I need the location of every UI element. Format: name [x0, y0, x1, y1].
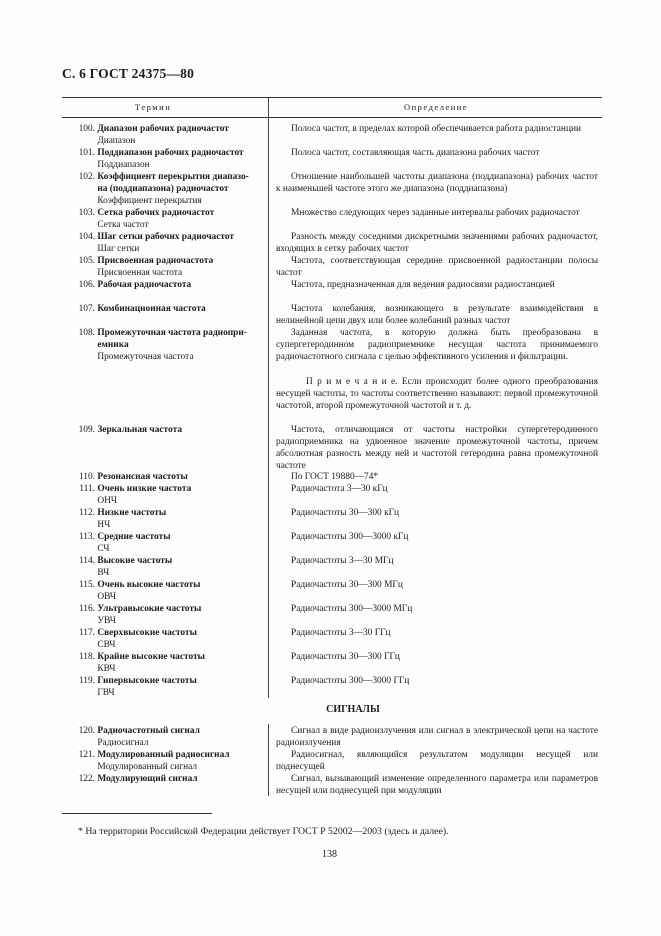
definition-body: Полоса частот, в пределах которой обеспечивается работа радиостанции: [291, 124, 581, 134]
term-abbreviation: ВЧ: [97, 567, 110, 578]
term-number: 120.: [78, 726, 95, 736]
term-line: [64, 184, 229, 196]
definition-body: Частота, соответствующая середине присвоенной радиостанции полосы частот: [276, 256, 598, 278]
term-number: 122.: [78, 774, 95, 784]
term-line: [64, 676, 197, 688]
definition-text: [276, 256, 598, 280]
term-abbreviation: Шаг сетки: [97, 243, 140, 254]
term-name: емника: [97, 339, 129, 350]
definition-body: Множество следующих через заданные интервалы рабочих радиочастот: [291, 208, 580, 218]
term-number: 100.: [78, 124, 95, 134]
term-abbreviation: КВЧ: [97, 663, 116, 674]
term-line: [64, 280, 191, 292]
term-name: Радиочастотный сигнал: [97, 726, 200, 736]
term-line: [64, 762, 197, 774]
term-line: [64, 568, 109, 580]
term-line: [64, 268, 182, 280]
term-line: [64, 148, 244, 160]
definition-text: [276, 750, 598, 774]
note-lead: П р и м е ч а н и е.: [306, 377, 398, 387]
definition-text: [276, 484, 598, 496]
term-abbreviation: ГВЧ: [97, 687, 115, 698]
definition-body: Радиочастоты 300—3000 ГГц: [291, 676, 410, 686]
term-line: [64, 496, 117, 508]
term-name: Модулированный радиосигнал: [97, 750, 230, 760]
definition-text: [276, 208, 598, 220]
definition-body: Отношение наибольшей частоты диапазона (поддиапазона) рабочих частот к наименьшей частоте этого же диапазона (поддиапазона): [276, 172, 598, 194]
definition-body: Полоса частот, составляющая часть диапазона рабочих частот: [291, 148, 540, 158]
term-name: Резонансная частоты: [97, 472, 188, 482]
term-number: 104.: [78, 232, 95, 242]
term-name: Высокие частоты: [97, 556, 173, 566]
term-line: [64, 580, 200, 592]
term-name: Очень низкие частота: [97, 484, 192, 494]
definition-body: Частота, предназначенная для ведения радиосвязи радиостанцией: [291, 280, 555, 290]
term-line: [64, 604, 201, 616]
term-line: [64, 220, 149, 232]
definition-body: Радиочастоты 300—3000 МГц: [291, 604, 413, 614]
term-line: [64, 472, 188, 484]
definition-body: Разность между соседними дискретными значениями рабочих радиочастот, входящих в сетку рабочих частот: [276, 232, 598, 254]
term-name: Коэффициент перекрытия диапазо-: [97, 172, 249, 182]
term-line: [64, 628, 197, 640]
term-abbreviation: СВЧ: [97, 639, 116, 650]
term-line: [64, 532, 171, 544]
table-top-rule: [62, 97, 602, 98]
term-line: [64, 688, 115, 700]
term-line: [64, 738, 148, 750]
term-line: [64, 774, 198, 786]
term-number: 107.: [78, 304, 95, 314]
term-line: [64, 484, 191, 496]
term-name: Диапазон рабочих радиочастот: [97, 124, 229, 134]
term-line: [64, 208, 214, 220]
term-abbreviation: Коэффициент перекрытия: [97, 195, 202, 206]
term-name: Низкие частоты: [97, 508, 167, 518]
term-number: 114.: [78, 556, 95, 566]
term-abbreviation: Присвоенная частота: [97, 267, 183, 278]
term-name: Промежуточная частота радиопри-: [97, 328, 247, 338]
term-name: Ультравысокие частоты: [97, 604, 202, 614]
term-number: 111.: [79, 484, 95, 494]
term-line: [64, 556, 172, 568]
term-line: [64, 652, 205, 664]
definition-text: [276, 304, 598, 328]
term-number: 116.: [78, 604, 95, 614]
column-divider: [268, 98, 269, 698]
term-line: [64, 244, 139, 256]
term-line: [64, 304, 206, 316]
term-line: [64, 352, 193, 364]
definition-text: [276, 556, 598, 568]
column-header-term: Термин: [135, 102, 172, 112]
term-line: [64, 544, 109, 556]
definition-body: Радиочастоты 3—30 МГц: [291, 556, 394, 566]
term-line: [64, 136, 135, 148]
definition-body: Радиочастоты 3—30 ГГц: [291, 628, 391, 638]
term-line: [64, 726, 200, 738]
page-header: С. 6 ГОСТ 24375—80: [62, 66, 195, 81]
definition-text: [276, 472, 598, 484]
term-line: [64, 328, 247, 340]
definition-text: [276, 148, 598, 160]
term-abbreviation: НЧ: [97, 519, 111, 530]
term-abbreviation: ОВЧ: [97, 591, 116, 602]
term-abbreviation: УВЧ: [97, 615, 116, 626]
term-name: Сверхвысокие частоты: [97, 628, 197, 638]
definition-text: [276, 280, 598, 292]
term-abbreviation: Диапазон: [97, 135, 136, 146]
page-number: 138: [322, 849, 337, 860]
term-number: 106.: [78, 280, 95, 290]
term-number: 101.: [78, 148, 95, 158]
term-line: [64, 750, 230, 762]
term-abbreviation: Радиосигнал: [97, 737, 149, 748]
definition-text: [276, 628, 598, 640]
term-number: 110.: [78, 472, 95, 482]
definition-body: Радиочастота 3—30 кГц: [291, 484, 388, 494]
definition-body: Частота колебания, возникающего в результате взаимодействия в нелинейной цепи двух или более колебаний разных частот: [276, 304, 598, 326]
term-number: 115.: [78, 580, 95, 590]
definition-text: [276, 508, 598, 520]
term-name: Комбинационная частота: [97, 304, 206, 314]
term-line: [64, 340, 129, 352]
definition-text: [276, 652, 598, 664]
term-name: Средние частоты: [97, 532, 171, 542]
footnote-rule: [62, 813, 212, 814]
term-line: [64, 232, 234, 244]
term-name: Поддиапазон рабочих радиочастот: [97, 148, 244, 158]
term-number: 118.: [78, 652, 95, 662]
term-name: Рабочая радиочастота: [97, 280, 192, 290]
definition-body: Заданная частота, в которую должна быть преобразована в супергетеродинном радиоприемнике несущая частота принимаемого радиочастотного сигнала с целью эффективного усиления и фильтрации.: [276, 328, 598, 362]
term-line: [64, 196, 202, 208]
definition-text: [276, 604, 598, 616]
term-name: Шаг сетки рабочих радиочастот: [97, 232, 235, 242]
term-abbreviation: ОНЧ: [97, 495, 117, 506]
definition-body: Радиочастоты 30—300 ГГц: [291, 652, 400, 662]
definition-body: Сигнал, вызывающий изменение определенного параметра или параметров несущей или поднесущей при модуляции: [276, 774, 598, 796]
term-name: Модулирующий сигнал: [97, 774, 198, 784]
term-line: [64, 664, 115, 676]
definition-text: [276, 232, 598, 256]
term-number: 108.: [78, 328, 95, 338]
definition-body: Сигнал в виде радиоизлучения или сигнал в электрической цепи на частоте радиоизлучения: [276, 726, 598, 748]
definition-text: [276, 580, 598, 592]
term-line: [64, 520, 110, 532]
term-name: Сетка рабочих радиочастот: [97, 208, 215, 218]
term-line: [64, 640, 115, 652]
definition-text: [276, 425, 598, 473]
table-header-rule: [62, 117, 602, 118]
definition-text: [276, 532, 598, 544]
definition-body: Если происходит более одного преобразования несущей частоты, то частоты соответственно называют: первой промежуточной частотой, второй промежуточной частотой и т. д.: [276, 377, 598, 411]
term-number: 102.: [78, 172, 95, 182]
definition-text: [276, 328, 598, 364]
term-line: [64, 425, 182, 437]
definition-body: По ГОСТ 19880—74*: [291, 472, 379, 482]
term-name: на (поддиапазона) радиочастот: [97, 183, 229, 194]
term-number: 119.: [78, 676, 95, 686]
term-line: [64, 616, 116, 628]
term-abbreviation: СЧ: [97, 543, 110, 554]
footnote: * На территории Российской Федерации действует ГОСТ Р 52002—2003 (здесь и далее).: [78, 826, 449, 837]
term-line: [64, 256, 213, 268]
term-abbreviation: Модулированный сигнал: [97, 761, 198, 772]
definition-body: Радиочастоты 30—300 кГц: [291, 508, 400, 518]
term-number: 105.: [78, 256, 95, 266]
term-number: 103.: [78, 208, 95, 218]
definition-text: [276, 726, 598, 750]
term-line: [64, 592, 116, 604]
definition-note: [276, 377, 598, 413]
term-abbreviation: Промежуточная частота: [97, 351, 194, 362]
column-header-definition: Определение: [404, 102, 469, 112]
term-number: 117.: [78, 628, 95, 638]
section-title: СИГНАЛЫ: [326, 704, 380, 715]
column-divider-signals: [268, 724, 269, 796]
term-line: [64, 160, 150, 172]
term-name: Присвоенная радиочастота: [97, 256, 214, 266]
term-line: [64, 508, 166, 520]
term-line: [64, 124, 229, 136]
term-number: 109.: [78, 425, 95, 435]
definition-text: [276, 172, 598, 196]
term-abbreviation: Сетка частот: [97, 219, 149, 230]
term-abbreviation: Поддиапазон: [97, 159, 150, 170]
term-name: Зеркальная частота: [97, 425, 183, 435]
definition-body: Радиочастоты 30—300 МГц: [291, 580, 403, 590]
definition-body: Частота, отличающаяся от частоты настройки супергетеродинного радиоприемника на удвоенное значение промежуточной частоты, причем абсолютная разность между ней и частотой гетеродина равна промежуточной частоте: [276, 425, 598, 471]
term-number: 113.: [78, 532, 95, 542]
definition-text: [276, 676, 598, 688]
term-number: 112.: [78, 508, 95, 518]
definition-body: Радиочастоты 300—3000 кГц: [291, 532, 409, 542]
term-name: Крайне высокие частоты: [97, 652, 205, 662]
definition-text: [276, 124, 598, 136]
term-name: Гипервысокие частоты: [97, 676, 197, 686]
term-name: Очень высокие частоты: [97, 580, 201, 590]
term-number: 121.: [78, 750, 95, 760]
definition-text: [276, 774, 598, 798]
term-line: [64, 172, 249, 184]
definition-body: Радиосигнал, являющийся результатом модуляции несущей или поднесущей: [276, 750, 598, 772]
